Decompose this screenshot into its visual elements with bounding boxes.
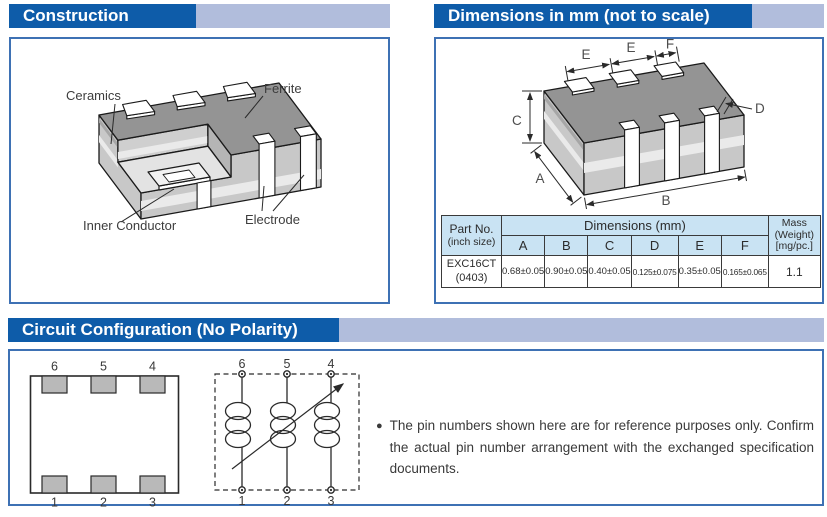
circuit-panel	[8, 349, 824, 509]
value-e: 0.35±0.05	[678, 256, 721, 288]
dimensions-diagram	[436, 39, 818, 211]
value-b: 0.90±0.05	[545, 256, 588, 288]
value-a: 0.68±0.05	[502, 256, 545, 288]
dim-d-label: D	[755, 101, 765, 116]
dimensions-panel	[434, 37, 824, 304]
dimensions-table	[441, 215, 821, 288]
ceramics-label: Ceramics	[66, 88, 121, 103]
col-b: B	[545, 236, 588, 256]
dim-e1-label: E	[581, 47, 591, 62]
header-band	[752, 4, 824, 28]
circuit-schematic	[210, 357, 375, 509]
pkg-pin-4: 4	[149, 359, 156, 374]
col-c: C	[588, 236, 631, 256]
pkg-pin-2: 2	[100, 495, 107, 509]
dim-c-label: C	[512, 113, 522, 128]
construction-panel	[9, 37, 390, 304]
sch-pin-4: 4	[327, 357, 335, 371]
circuit-title: Circuit Configuration (No Polarity)	[8, 318, 339, 342]
dims-mm-header: Dimensions (mm)	[502, 216, 769, 236]
dim-f-label: F	[665, 39, 675, 52]
dim-a-label: A	[535, 171, 545, 186]
pin-number-note	[376, 415, 814, 480]
sch-pin-1: 1	[238, 494, 246, 508]
sch-pin-2: 2	[283, 494, 291, 508]
note-text: The pin numbers shown here are for reference purposes only. Confirm the actual pin number arrangement with the exchanged specification documents.	[389, 418, 814, 477]
sch-pin-5: 5	[283, 357, 291, 371]
col-d: D	[631, 236, 678, 256]
ferrite-label: Ferrite	[264, 81, 302, 96]
construction-header	[9, 4, 390, 28]
dim-e2-label: E	[626, 40, 636, 55]
table-row	[442, 256, 821, 288]
inner-conductor-label: Inner Conductor	[83, 218, 177, 233]
col-e: E	[678, 236, 721, 256]
bullet-icon: ●	[376, 420, 383, 432]
sch-pin-6: 6	[238, 357, 246, 371]
header-band	[339, 318, 824, 342]
dim-b-label: B	[661, 193, 671, 208]
package-top-view	[24, 357, 189, 509]
pkg-pin-1: 1	[51, 495, 58, 509]
electrode-label: Electrode	[245, 212, 300, 227]
circuit-header	[8, 318, 824, 342]
mass-header: Mass (Weight) [mg/pc.]	[768, 216, 820, 256]
dimensions-title: Dimensions in mm (not to scale)	[434, 4, 752, 28]
pkg-pin-3: 3	[149, 495, 156, 509]
sch-pin-3: 3	[327, 494, 335, 508]
pkg-pin-5: 5	[100, 359, 107, 374]
dimensions-header	[434, 4, 824, 28]
value-f: 0.165±0.065	[721, 256, 768, 288]
construction-diagram	[11, 39, 388, 301]
pkg-pin-6: 6	[51, 359, 58, 374]
part-no-cell: EXC16CT (0403)	[442, 256, 502, 288]
value-d: 0.125±0.075	[631, 256, 678, 288]
header-band	[196, 4, 390, 28]
value-c: 0.40±0.05	[588, 256, 631, 288]
part-no-header: Part No. (inch size)	[442, 216, 502, 256]
col-a: A	[502, 236, 545, 256]
col-f: F	[721, 236, 768, 256]
inductor-coils	[226, 378, 340, 487]
construction-title: Construction	[9, 4, 196, 28]
mass-value: 1.1	[768, 256, 820, 288]
